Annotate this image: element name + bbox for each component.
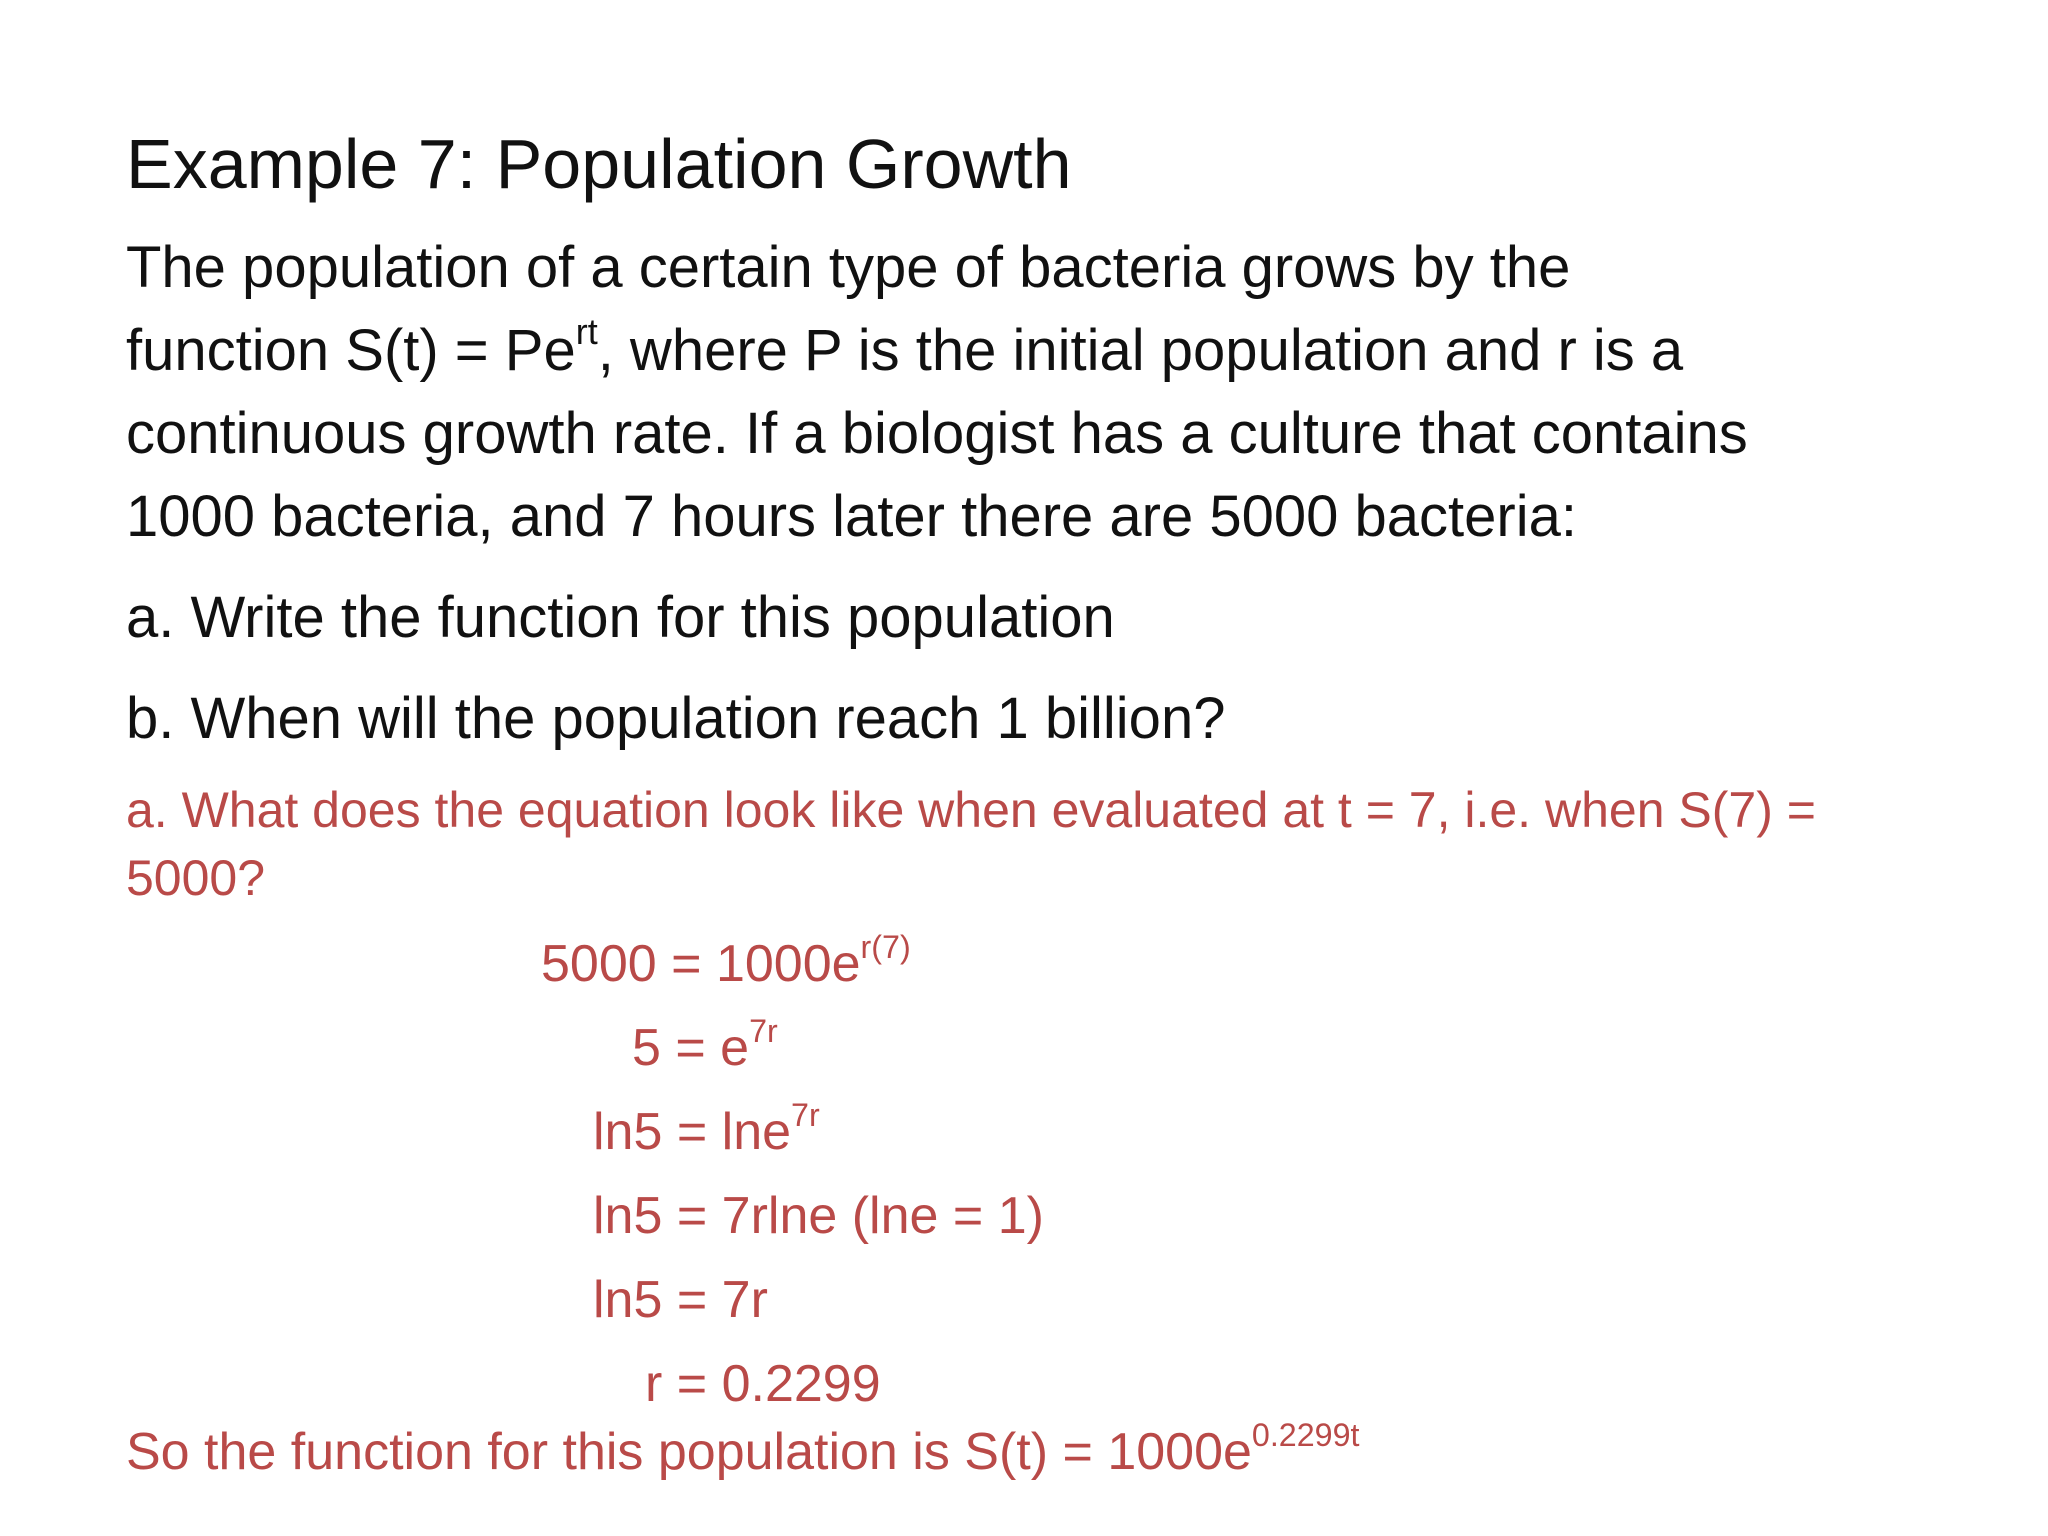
solution-step-6: r = 0.2299	[645, 1355, 881, 1413]
solution-step-3	[593, 1096, 820, 1164]
problem-line-2	[126, 311, 1684, 386]
solution-step-4: ln5 = 7rlne (lne = 1)	[593, 1187, 1044, 1245]
problem-line-4: 1000 bacteria, and 7 hours later there are 5000 bacteria:	[126, 484, 1577, 549]
step-1-exponent: r(7)	[860, 928, 911, 965]
solution-step-2	[632, 1012, 778, 1080]
step-3-exponent: 7r	[791, 1096, 820, 1133]
solution-step-5: ln5 = 7r	[593, 1271, 768, 1329]
problem-line-2-post: , where P is the initial population and r is a	[597, 318, 1684, 383]
conclusion	[126, 1416, 1360, 1484]
problem-line-3: continuous growth rate. If a biologist has a culture that contains	[126, 401, 1748, 466]
conclusion-base: So the function for this population is S(t) = 1000e	[126, 1423, 1252, 1481]
problem-exponent: rt	[575, 311, 598, 353]
conclusion-exponent: 0.2299t	[1251, 1416, 1360, 1453]
step-3-base: ln5 = lne	[593, 1103, 792, 1161]
part-b: b. When will the population reach 1 billion?	[126, 686, 1226, 751]
step-2-exponent: 7r	[749, 1012, 778, 1049]
problem-line-1: The population of a certain type of bacteria grows by the	[126, 235, 1571, 300]
slide-title: Example 7: Population Growth	[126, 125, 1072, 203]
step-2-base: 5 = e	[632, 1019, 750, 1077]
answer-question-line-1: a. What does the equation look like when evaluated at t = 7, i.e. when S(7) =	[126, 782, 1816, 838]
part-a: a. Write the function for this population	[126, 585, 1115, 650]
solution-step-1	[541, 928, 911, 996]
step-1-base: 5000 = 1000e	[541, 935, 861, 993]
answer-question-line-2: 5000?	[126, 850, 266, 906]
problem-line-2-pre: function S(t) = Pe	[126, 318, 576, 383]
